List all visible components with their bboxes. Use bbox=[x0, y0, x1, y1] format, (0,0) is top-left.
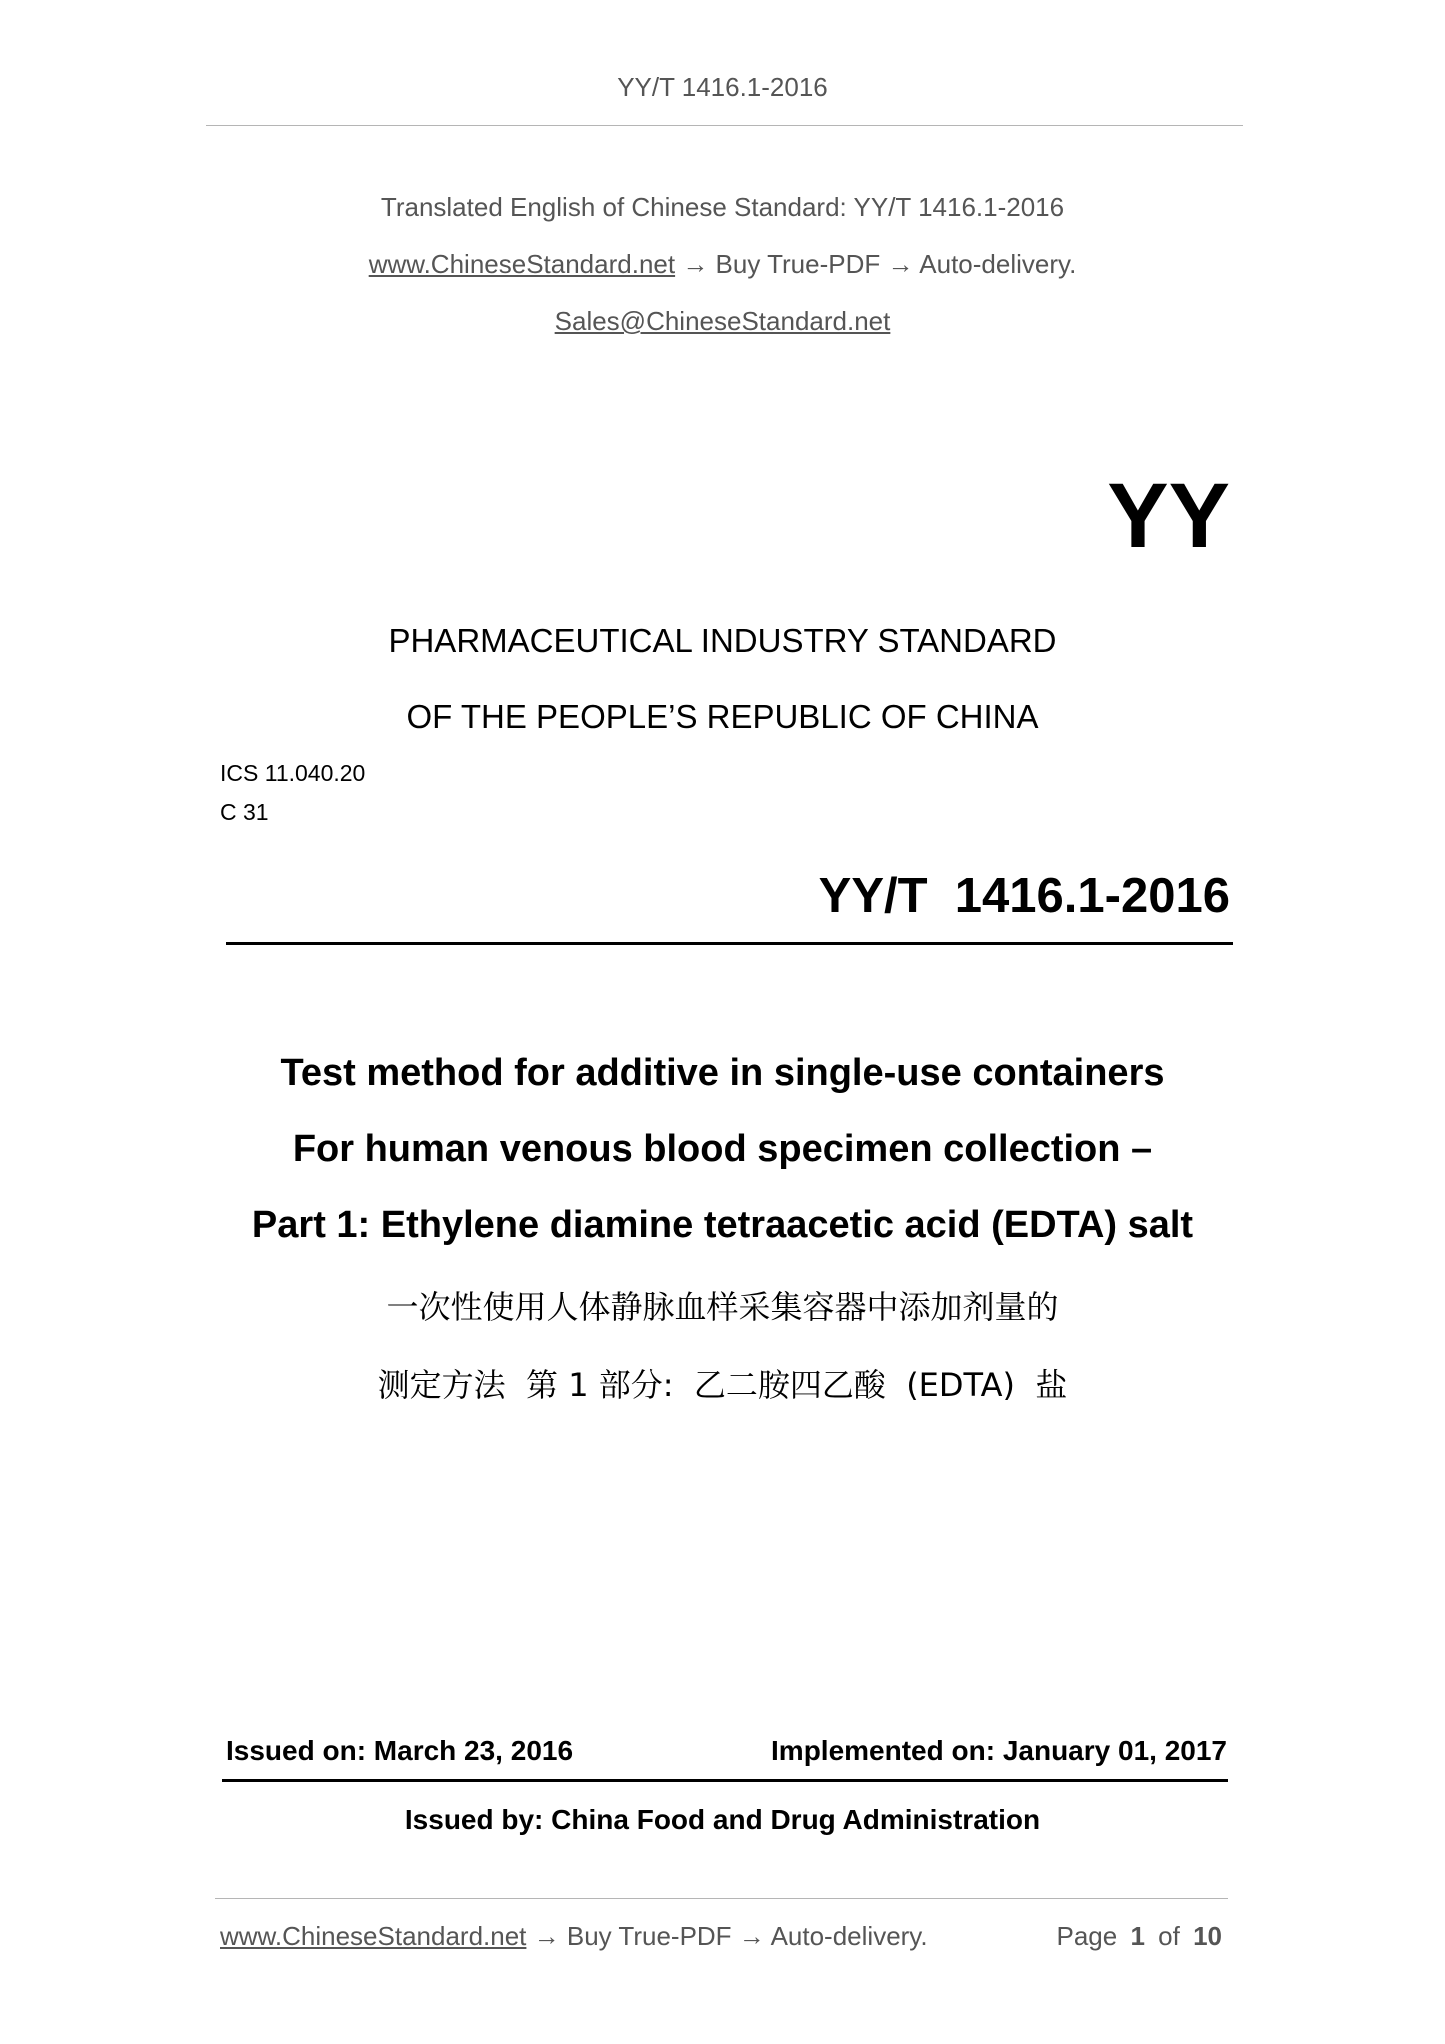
title-en-line-3: Part 1: Ethylene diamine tetraacetic acid (EDTA) salt bbox=[251, 1204, 1194, 1246]
translation-notice: Translated English of Chinese Standard: YY/T 1416.1-2016 bbox=[380, 192, 1065, 222]
issued-by: Issued by: China Food and Drug Administration bbox=[404, 1804, 1041, 1835]
footer-divider bbox=[215, 1898, 1228, 1899]
standard-number-rule bbox=[226, 942, 1233, 945]
footer-buy-line bbox=[220, 1921, 928, 1952]
site-link[interactable]: www.ChineseStandard.net bbox=[368, 249, 676, 279]
standard-number: YY/T 1416.1-2016 bbox=[818, 869, 1230, 923]
issued-date: Issued on: March 23, 2016 bbox=[226, 1735, 574, 1766]
page-of: of bbox=[1158, 1921, 1180, 1951]
header-divider bbox=[206, 125, 1243, 126]
running-header: YY/T 1416.1-2016 bbox=[617, 72, 828, 102]
standard-code-large: YY bbox=[1107, 465, 1230, 567]
ics-code: ICS 11.040.20 bbox=[220, 760, 366, 786]
title-en-line-2: For human venous blood specimen collection – bbox=[292, 1128, 1153, 1170]
footer-site-link[interactable]: www.ChineseStandard.net bbox=[220, 1921, 527, 1951]
dates-rule bbox=[222, 1779, 1228, 1782]
title-zh-line-2: 测定方法 第 1 部分: 乙二胺四乙酸 (EDTA) 盐 bbox=[377, 1366, 1068, 1404]
ccs-code: C 31 bbox=[220, 799, 269, 825]
org-line-1: PHARMACEUTICAL INDUSTRY STANDARD bbox=[388, 622, 1057, 659]
title-en-line-1: Test method for additive in single-use containers bbox=[280, 1052, 1165, 1094]
org-line-2: OF THE PEOPLE’S REPUBLIC OF CHINA bbox=[406, 698, 1039, 735]
email-link[interactable]: Sales@ChineseStandard.net bbox=[554, 306, 891, 336]
page-current: 1 bbox=[1130, 1921, 1145, 1951]
implemented-date: Implemented on: January 01, 2017 bbox=[771, 1735, 1227, 1766]
page-indicator bbox=[1056, 1921, 1222, 1952]
page-total: 10 bbox=[1193, 1921, 1222, 1951]
page-word: Page bbox=[1056, 1921, 1118, 1951]
buy-line bbox=[0, 249, 1445, 280]
buy-text: → Buy True-PDF → Auto-delivery. bbox=[675, 249, 1077, 279]
footer-buy-text: → Buy True-PDF → Auto-delivery. bbox=[526, 1921, 928, 1951]
email-line bbox=[0, 306, 1445, 337]
title-zh-line-1: 一次性使用人体静脉血样采集容器中添加剂量的 bbox=[386, 1288, 1059, 1326]
